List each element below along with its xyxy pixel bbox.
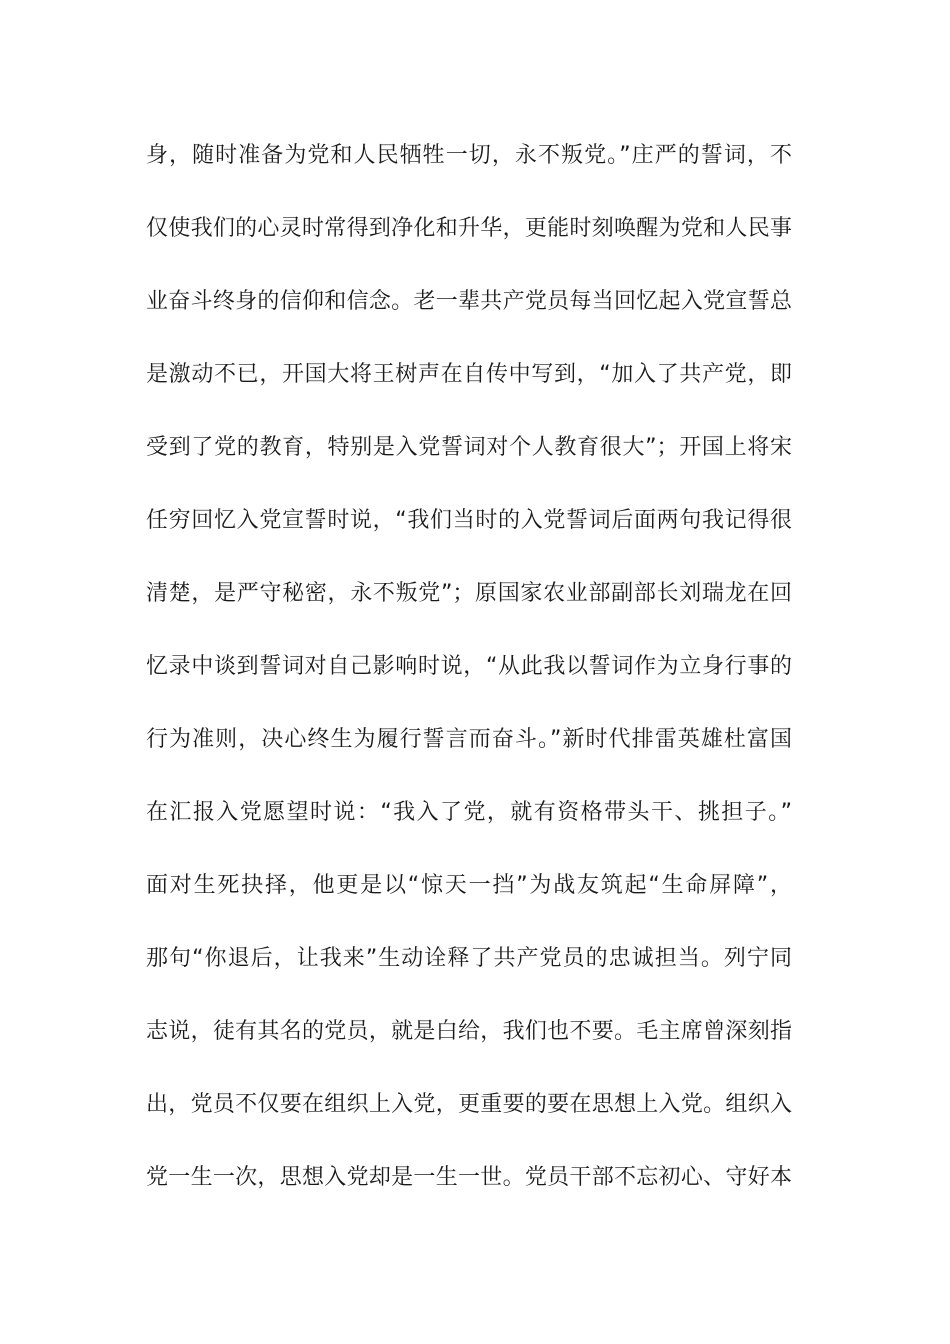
text-line-1: 身，随时准备为党和人民牺牲一切，永不叛党。”庄严的誓词，不	[146, 143, 792, 168]
text-line-13: 志说，徒有其名的党员，就是白给，我们也不要。毛主席曾深刻指	[146, 1019, 792, 1044]
text-line-14: 出，党员不仅要在组织上入党，更重要的要在思想上入党。组织入	[146, 1092, 792, 1117]
text-line-11: 面对生死抉择，他更是以“惊天一挡”为战友筑起“生命屏障”，	[146, 873, 792, 898]
text-line-4: 是激动不已，开国大将王树声在自传中写到，“加入了共产党，即	[146, 362, 792, 387]
text-line-9: 行为准则，决心终生为履行誓言而奋斗。”新时代排雷英雄杜富国	[146, 727, 792, 752]
text-line-6: 任穷回忆入党宣誓时说，“我们当时的入党誓词后面两句我记得很	[146, 508, 792, 533]
text-line-7: 清楚，是严守秘密，永不叛党”；原国家农业部副部长刘瑞龙在回	[146, 581, 792, 606]
text-line-8: 忆录中谈到誓词对自己影响时说，“从此我以誓词作为立身行事的	[146, 654, 792, 679]
text-line-12: 那句“你退后，让我来”生动诠释了共产党员的忠诚担当。列宁同	[146, 946, 792, 971]
text-line-2: 仅使我们的心灵时常得到净化和升华，更能时刻唤醒为党和人民事	[146, 216, 792, 241]
text-line-15: 党一生一次，思想入党却是一生一世。党员干部不忘初心、守好本	[146, 1165, 792, 1190]
text-line-3: 业奋斗终身的信仰和信念。老一辈共产党员每当回忆起入党宣誓总	[146, 289, 792, 314]
text-line-10: 在汇报入党愿望时说：“我入了党，就有资格带头干、挑担子。”	[146, 800, 792, 825]
text-line-5: 受到了党的教育，特别是入党誓词对个人教育很大”；开国上将宋	[146, 435, 792, 460]
body-text	[146, 130, 796, 1225]
